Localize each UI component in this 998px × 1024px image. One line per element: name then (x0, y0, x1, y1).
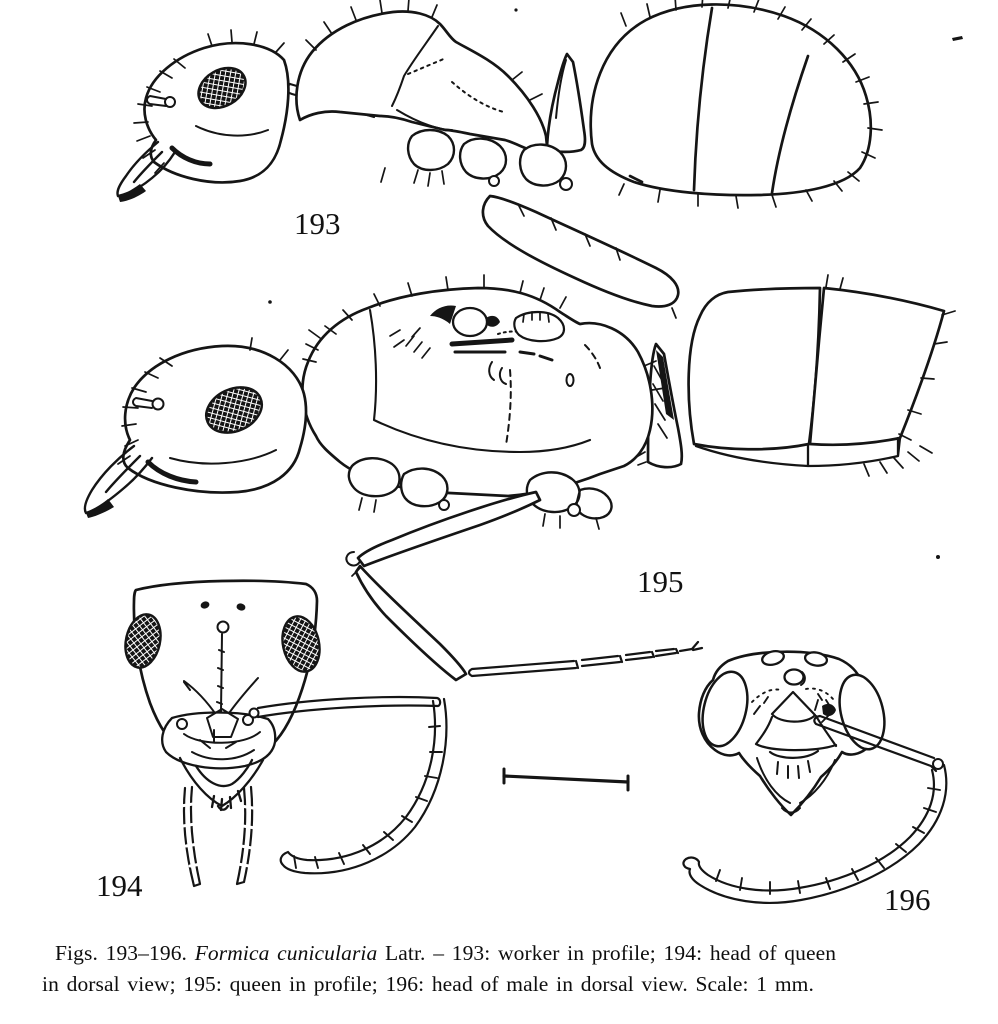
queen-tegula (453, 308, 487, 336)
male-antenna-elbow (933, 759, 943, 769)
caption-line-2 (42, 972, 814, 997)
figure-195-label: 195 (637, 564, 684, 599)
worker-petiole (546, 54, 585, 152)
figure-193-worker-profile-drawing (117, 0, 963, 318)
caption-line-1 (55, 941, 836, 966)
worker-trochanter-2 (560, 178, 572, 190)
queen-hind-tibia (356, 566, 466, 680)
stray-ink-dot-right (936, 555, 940, 559)
scale-bar (504, 769, 628, 790)
queen-trochanter-2 (568, 504, 580, 516)
worker-trochanter-1 (489, 176, 499, 186)
male-ocellus-median (785, 670, 804, 685)
caption-line2-text: in dorsal view; 195: queen in profile; 196: head of male in dorsal view. Scale: 1 mm. (42, 972, 814, 996)
stray-ink-dot-mid (268, 300, 272, 304)
queen-palp-right (237, 787, 252, 884)
queen-torulus-left (177, 719, 187, 729)
queen-palp-left (184, 787, 200, 886)
stray-ink-dot-top (514, 8, 517, 11)
queen-mandible-tip (86, 499, 114, 518)
figure-194-label: 194 (96, 868, 143, 903)
worker-head (144, 43, 288, 182)
figure-194-queen-head-drawing (96, 581, 446, 903)
caption-line1-rest: Latr. – 193: worker in profile; 194: head of queen (377, 941, 837, 965)
worker-mesosoma (296, 12, 547, 151)
worker-mandible-tip (118, 184, 146, 202)
queen-gaster-tergite1 (689, 288, 820, 449)
stray-ink-fleck-top-right (952, 36, 963, 41)
figure-196-label: 196 (884, 882, 931, 917)
queen-ocellus-median (218, 622, 229, 633)
queen-gaster-tergite2 (810, 288, 944, 445)
caption-species-name: Formica cunicularia (194, 941, 378, 965)
queen-trochanter-1 (439, 500, 449, 510)
scale-bar-line (504, 776, 628, 782)
figure-193-label: 193 (294, 206, 341, 241)
queen-tarsus (469, 642, 702, 676)
figure-196-male-head-drawing (683, 649, 946, 917)
queen-antenna-condyle (250, 709, 259, 718)
worker-gaster (591, 4, 871, 195)
queen-antennal-socket (153, 399, 164, 410)
caption-figs-prefix: Figs. 193–196. (55, 941, 195, 965)
